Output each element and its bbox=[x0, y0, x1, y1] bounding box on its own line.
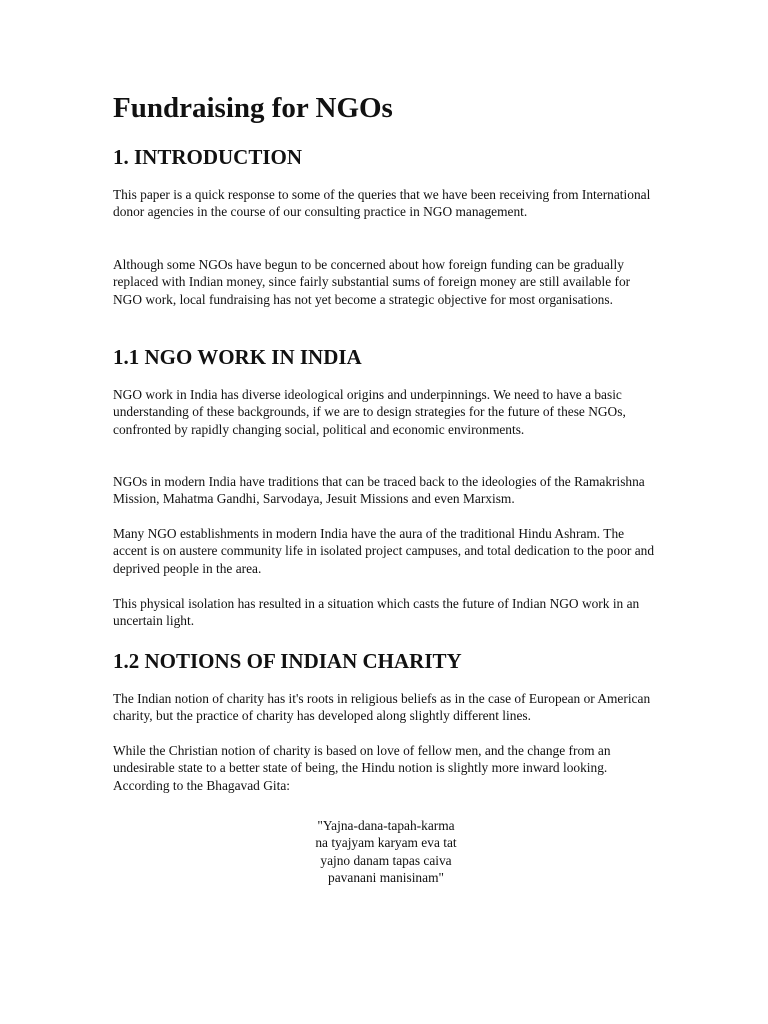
paragraph: NGO work in India has diverse ideological origins and underpinnings. We need to have a basic understanding of these backgrounds, if we are to design strategies for the future of these NGOs, confronted by rapidly changing social, political and economic environments. bbox=[113, 387, 626, 437]
paragraph: This paper is a quick response to some of the queries that we have been receiving from International donor agencies in the course of our consulting practice in NGO management. bbox=[113, 187, 651, 220]
section-heading-introduction: 1. INTRODUCTION bbox=[113, 145, 303, 169]
bhagavad-gita-verse bbox=[113, 817, 659, 887]
verse-line: pavanani manisinam" bbox=[328, 870, 444, 886]
paragraph: Although some NGOs have begun to be concerned about how foreign funding can be gradually replaced with Indian money, since fairly substantial sums of foreign money are still available for NGO work, local fundraising has not yet become a strategic objective for most organisations. bbox=[113, 257, 631, 307]
verse-line: na tyajyam karyam eva tat bbox=[315, 835, 457, 851]
paragraph: While the Christian notion of charity is based on love of fellow men, and the change from an undesirable state to a better state of being, the Hindu notion is slightly more inward looking. According to the Bhagavad Gita: bbox=[113, 743, 611, 793]
paragraph: Many NGO establishments in modern India have the aura of the traditional Hindu Ashram. The accent is on austere community life in isolated project campuses, and total dedication to the poor and deprived people in the area. bbox=[113, 526, 655, 576]
document-title: Fundraising for NGOs bbox=[113, 92, 393, 124]
section-heading-notions-of-indian-charity: 1.2 NOTIONS OF INDIAN CHARITY bbox=[113, 649, 462, 673]
verse-line: "Yajna-dana-tapah-karma bbox=[317, 818, 455, 833]
paragraph: NGOs in modern India have traditions that can be traced back to the ideologies of the Ramakrishna Mission, Mahatma Gandhi, Sarvodaya, Jesuit Missions and even Marxism. bbox=[113, 474, 645, 507]
verse-line: yajno danam tapas caiva bbox=[320, 852, 452, 868]
section-heading-ngo-work-in-india: 1.1 NGO WORK IN INDIA bbox=[113, 345, 362, 369]
paragraph: This physical isolation has resulted in a situation which casts the future of Indian NGO work in an uncertain light. bbox=[113, 596, 640, 629]
paragraph: The Indian notion of charity has it's roots in religious beliefs as in the case of European or American charity, but the practice of charity has developed along slightly different lines. bbox=[113, 691, 651, 724]
